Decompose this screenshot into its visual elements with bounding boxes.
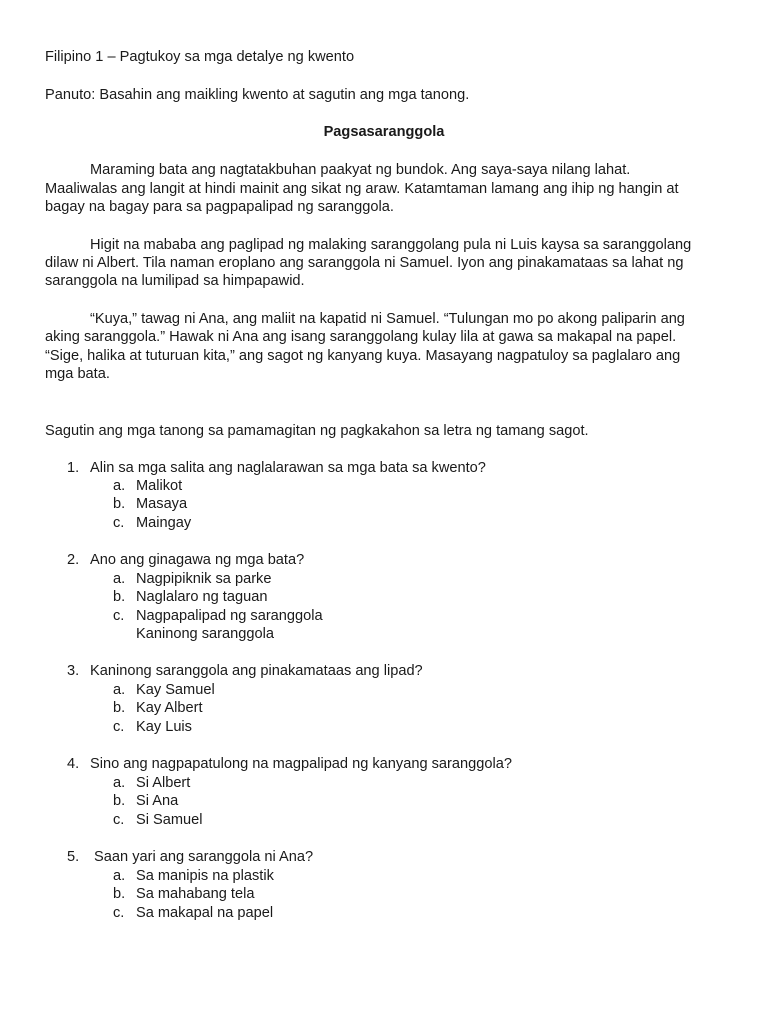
question-2-option-c: Nagpapalipad ng saranggola — [136, 608, 323, 624]
story-title: Pagsasaranggola — [323, 124, 445, 140]
question-3-option-c-letter[interactable]: c. — [113, 719, 125, 735]
paragraph-2-line-2: dilaw ni Albert. Tila naman eroplano ang saranggola ni Samuel. Iyon ang pinakamataas sa lahat ng — [45, 255, 684, 271]
question-1-option-c-letter[interactable]: c. — [113, 515, 125, 531]
question-1-text: Alin sa mga salita ang naglalarawan sa mga bata sa kwento? — [90, 460, 486, 476]
question-3-option-c: Kay Luis — [136, 719, 192, 735]
paragraph-1-line-3: bagay na bagay para sa pagpapalipad ng saranggola. — [45, 199, 394, 215]
question-4-option-b: Si Ana — [136, 793, 179, 809]
question-4-option-c-letter[interactable]: c. — [113, 812, 125, 828]
question-5-option-c-letter[interactable]: c. — [113, 905, 125, 921]
question-2-option-a: Nagpipiknik sa parke — [136, 571, 272, 587]
question-3-option-a: Kay Samuel — [136, 682, 215, 698]
question-5-text: Saan yari ang saranggola ni Ana? — [90, 849, 314, 865]
paragraph-2-line-3: saranggola na lumilipad sa himpapawid. — [45, 273, 305, 289]
question-4-option-c: Si Samuel — [136, 812, 203, 828]
paragraph-3-line-2: aking saranggola.” Hawak ni Ana ang isang saranggolang kulay lila at gawa sa makapal na papel. — [45, 329, 677, 345]
question-5-option-c: Sa makapal na papel — [136, 905, 274, 921]
question-1-option-c: Maingay — [136, 515, 192, 531]
question-2-option-c-letter[interactable]: c. — [113, 608, 125, 624]
subject-line: Filipino 1 – Pagtukoy sa mga detalye ng kwento — [45, 49, 355, 65]
question-5-option-b: Sa mahabang tela — [136, 886, 255, 902]
question-4-option-b-letter[interactable]: b. — [113, 793, 126, 809]
question-1-option-a-letter[interactable]: a. — [113, 478, 126, 494]
question-2-option-b-letter[interactable]: b. — [113, 589, 126, 605]
quiz-instruction: Sagutin ang mga tanong sa pamamagitan ng pagkakahon sa letra ng tamang sagot. — [45, 423, 589, 439]
instruction-line: Panuto: Basahin ang maikling kwento at sagutin ang mga tanong. — [45, 87, 470, 103]
question-3-number: 3. — [67, 663, 80, 679]
question-2-stray-text: Kaninong saranggola — [136, 626, 274, 642]
question-1-option-a: Malikot — [136, 478, 183, 494]
question-1-number: 1. — [67, 460, 80, 476]
question-4-text: Sino ang nagpapatulong na magpalipad ng kanyang saranggola? — [90, 756, 512, 772]
question-2-option-a-letter[interactable]: a. — [113, 571, 126, 587]
question-2-option-b: Naglalaro ng taguan — [136, 589, 268, 605]
question-3-option-b: Kay Albert — [136, 700, 203, 716]
paragraph-3-line-1: “Kuya,” tawag ni Ana, ang maliit na kapatid ni Samuel. “Tulungan mo po akong paliparin ang — [90, 311, 685, 327]
question-5-option-b-letter[interactable]: b. — [113, 886, 126, 902]
question-3-option-a-letter[interactable]: a. — [113, 682, 126, 698]
question-4-option-a: Si Albert — [136, 775, 191, 791]
question-1-option-b: Masaya — [136, 496, 188, 512]
question-2-number: 2. — [67, 552, 80, 568]
question-5-option-a-letter[interactable]: a. — [113, 868, 126, 884]
question-2-text: Ano ang ginagawa ng mga bata? — [90, 552, 305, 568]
question-1-option-b-letter[interactable]: b. — [113, 496, 126, 512]
question-5-option-a: Sa manipis na plastik — [136, 868, 274, 884]
question-4-option-a-letter[interactable]: a. — [113, 775, 126, 791]
question-3-text: Kaninong saranggola ang pinakamataas ang lipad? — [90, 663, 423, 679]
paragraph-2-line-1: Higit na mababa ang paglipad ng malaking saranggolang pula ni Luis kaysa sa saranggolang — [90, 237, 692, 253]
question-4-number: 4. — [67, 756, 80, 772]
question-5-number: 5. — [67, 849, 80, 865]
paragraph-1-line-1: Maraming bata ang nagtatakbuhan paakyat ng bundok. Ang saya-saya nilang lahat. — [90, 162, 631, 178]
paragraph-3-line-3: “Sige, halika at tuturuan kita,” ang sagot ng kanyang kuya. Masayang nagpatuloy sa paglalaro ang — [45, 348, 681, 364]
paragraph-3-line-4: mga bata. — [45, 366, 110, 382]
paragraph-1-line-2: Maaliwalas ang langit at hindi mainit ang sikat ng araw. Katamtaman lamang ang ihip ng hangin at — [45, 181, 679, 197]
question-3-option-b-letter[interactable]: b. — [113, 700, 126, 716]
